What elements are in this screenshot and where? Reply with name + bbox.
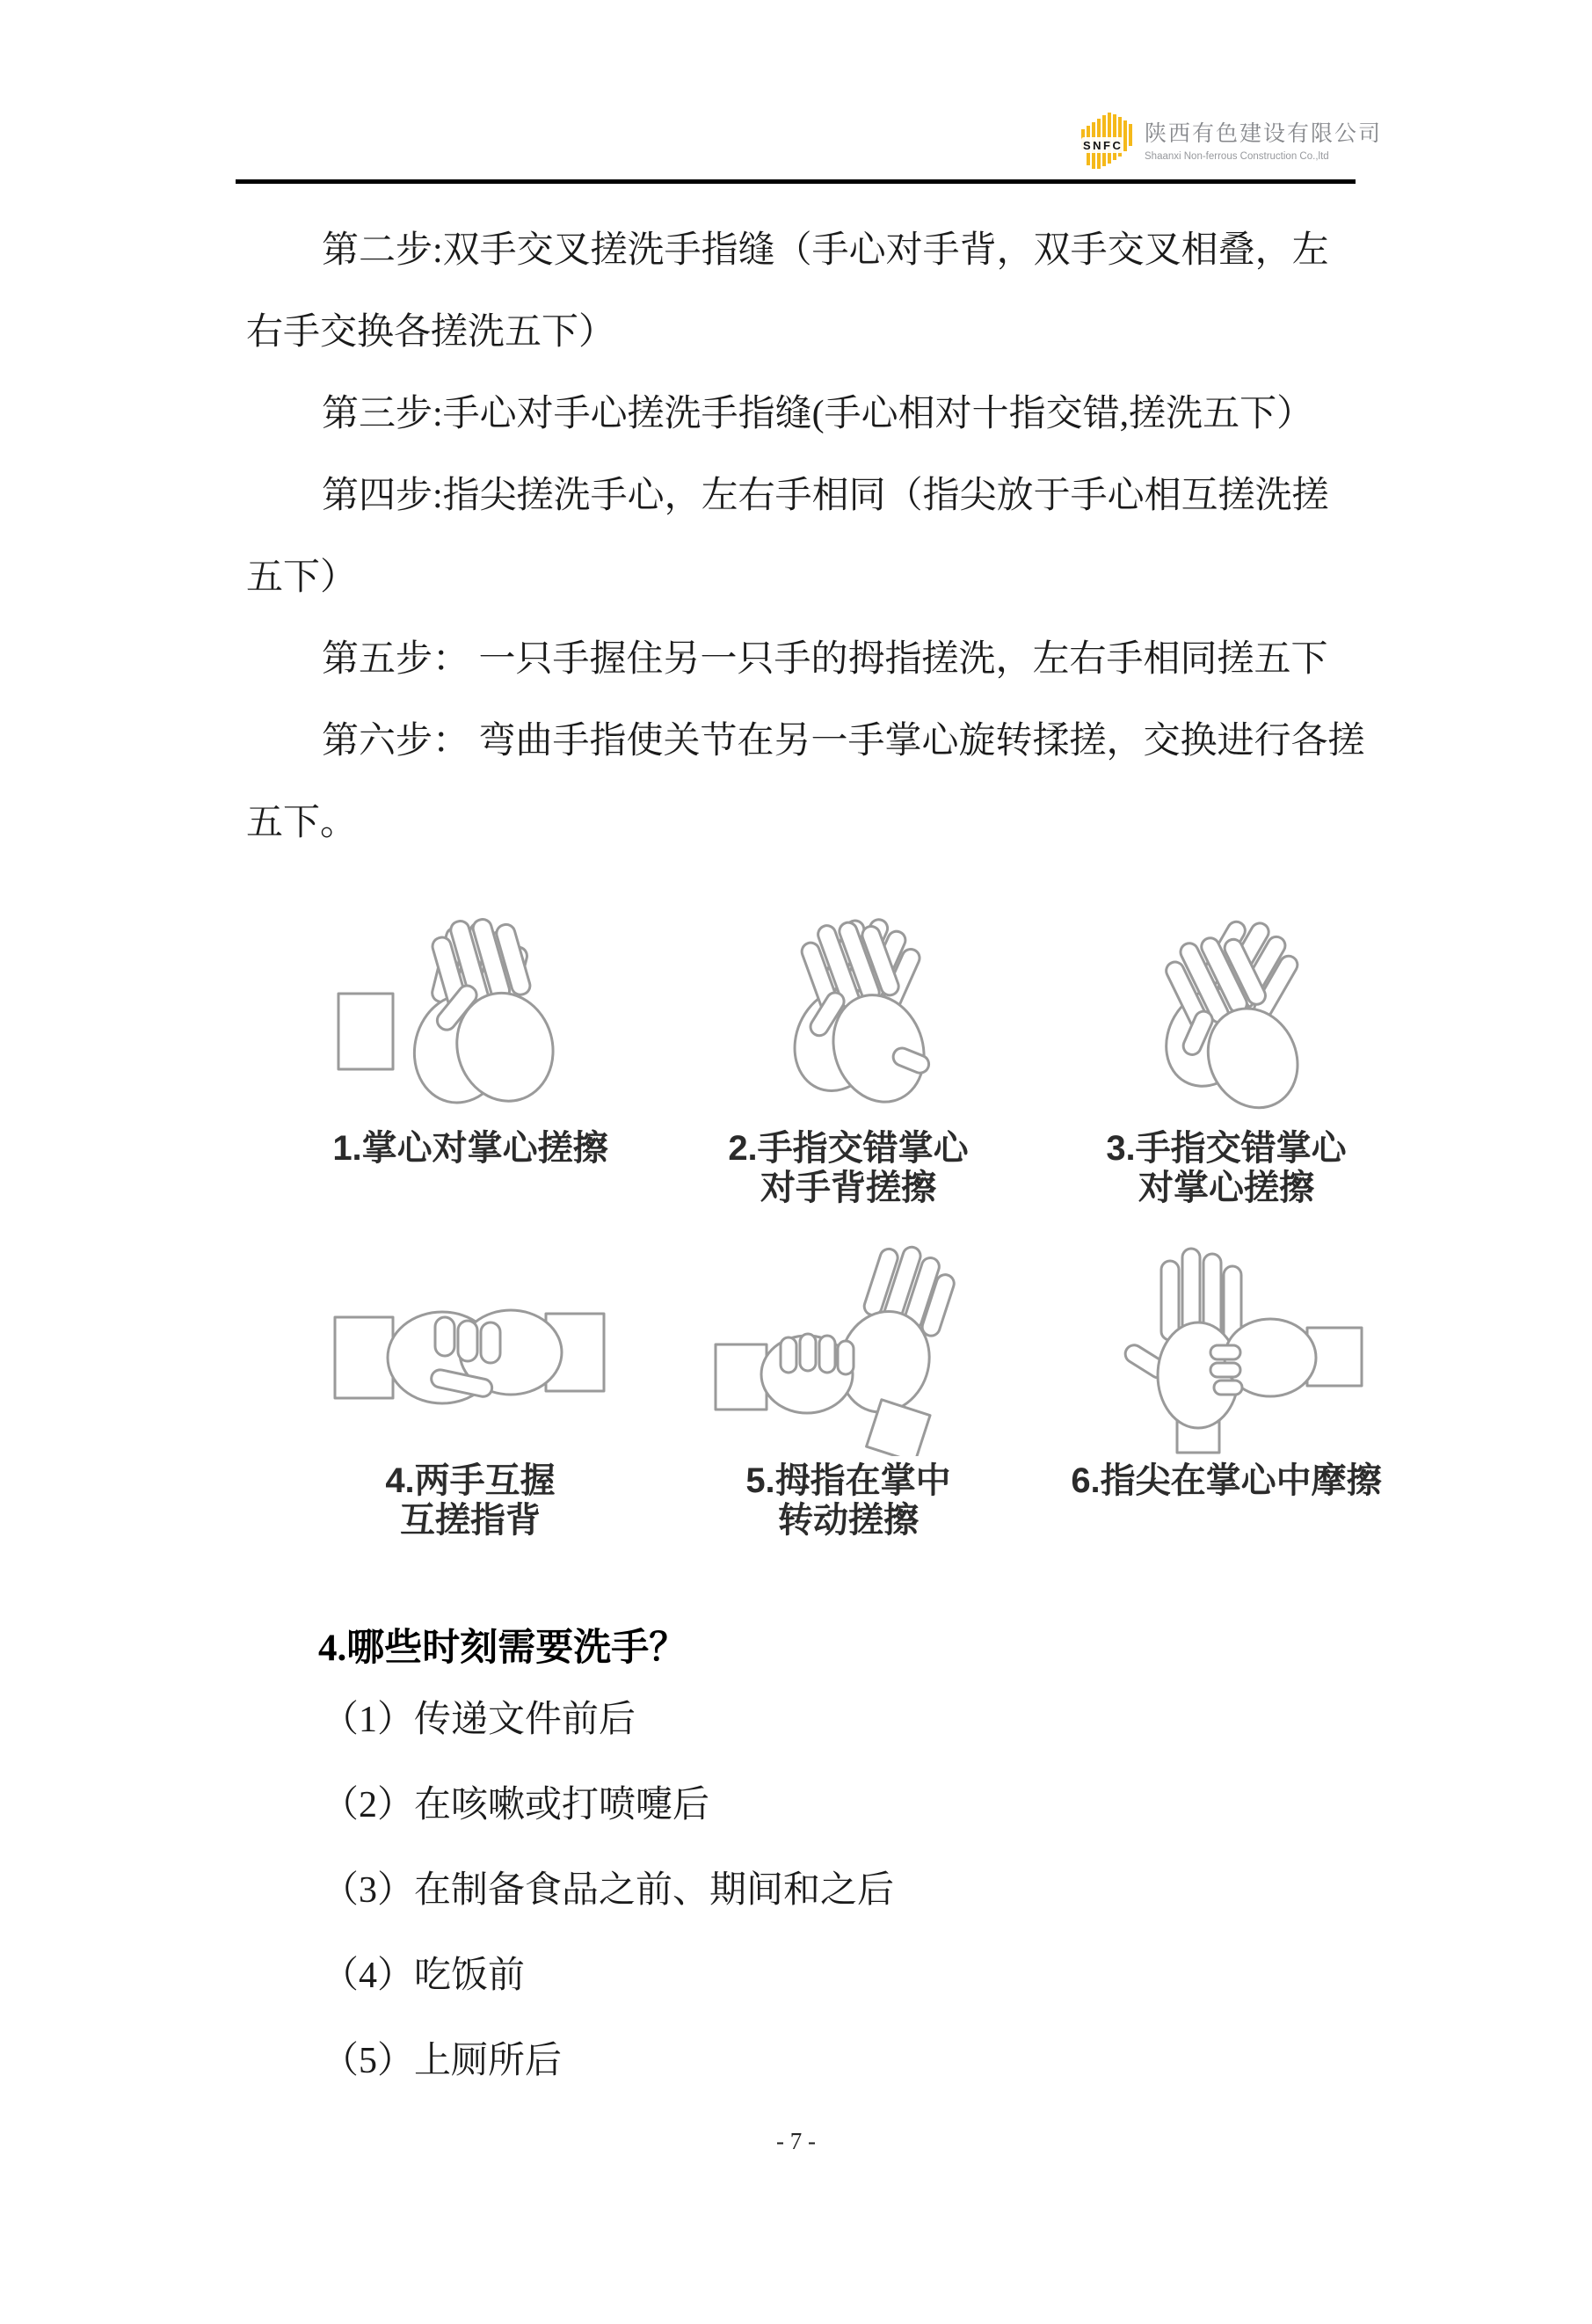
list-item: （2）在咳嗽或打喷嚏后 — [322, 1785, 710, 1825]
handwash-step-5-illustration — [712, 1235, 985, 1456]
figure-caption — [332, 1129, 607, 1169]
figure-caption-line: 1.掌心对掌心搓擦 — [332, 1129, 608, 1168]
when-to-wash-list — [322, 1678, 894, 2104]
body-text-line: 五下） — [246, 557, 358, 598]
handwash-step-4-illustration — [330, 1235, 611, 1456]
list-item: （4）吃饭前 — [322, 1956, 526, 1996]
svg-text:SNFC: SNFC — [1083, 139, 1123, 152]
body-text-line: 第六步： 弯曲手指使关节在另一手掌心旋转揉搓，交换进行各搓 — [322, 721, 1365, 761]
figure-caption — [385, 1461, 555, 1541]
figure-caption-line: 互搓指背 — [399, 1501, 541, 1540]
figure-caption-line: 对手背搓擦 — [760, 1169, 936, 1207]
list-item: （1）传递文件前后 — [322, 1700, 636, 1740]
handwash-step-2-illustration — [716, 879, 980, 1124]
figure-caption-line: 6.指尖在掌心中摩擦 — [1071, 1461, 1382, 1500]
handwash-step-3-illustration — [1094, 879, 1358, 1124]
body-text-line: 第五步： 一只手握住另一只手的拇指搓洗，左右手相同搓五下 — [322, 639, 1328, 680]
company-logo — [1081, 113, 1382, 172]
figure-caption — [1071, 1461, 1381, 1501]
figure-caption-line: 4.两手互握 — [385, 1461, 556, 1500]
handwash-step-2-figure — [659, 879, 1037, 1208]
figure-caption — [728, 1129, 968, 1208]
handwash-step-1-figure — [281, 879, 659, 1208]
handwash-figure-grid — [281, 879, 1415, 1541]
body-text-line: 第三步:手心对手心搓洗手指缝(手心相对十指交错,搓洗五下） — [322, 394, 1314, 434]
figure-caption-line: 对掌心搓擦 — [1138, 1169, 1314, 1207]
snfc-logo-icon — [1081, 113, 1134, 172]
body-text-line: 五下。 — [246, 803, 358, 843]
figure-caption-line: 2.手指交错掌心 — [728, 1129, 969, 1168]
handwash-step-1-illustration — [330, 879, 611, 1124]
figure-caption — [745, 1461, 950, 1541]
handwash-step-6-illustration — [1086, 1235, 1367, 1456]
figure-caption-line: 3.手指交错掌心 — [1106, 1129, 1347, 1168]
company-name-cn: 陕西有色建设有限公司 — [1145, 121, 1383, 146]
figure-caption — [1106, 1129, 1346, 1208]
body-text-line: 右手交换各搓洗五下） — [246, 312, 616, 353]
handwash-step-3-figure — [1037, 879, 1415, 1208]
handwash-step-6-figure — [1037, 1235, 1415, 1541]
figure-caption-line: 5.拇指在掌中 — [745, 1461, 951, 1500]
header-divider-line — [236, 179, 1356, 184]
body-text-line: 第四步:指尖搓洗手心，左右手相同（指尖放于手心相互搓洗搓 — [322, 476, 1329, 516]
list-item: （3）在制备食品之前、期间和之后 — [322, 1870, 895, 1911]
body-text-line: 第二步:双手交叉搓洗手指缝（手心对手背，双手交叉相叠，左 — [322, 230, 1329, 271]
body-text — [246, 210, 1365, 864]
figure-caption-line: 转动搓擦 — [777, 1501, 919, 1540]
company-name-block — [1145, 113, 1382, 162]
company-name-en: Shaanxi Non-ferrous Construction Co.,ltd — [1145, 151, 1329, 162]
section-heading: 4.哪些时刻需要洗手？ — [318, 1628, 687, 1669]
page-number: - 7 - — [776, 2128, 816, 2154]
handwash-step-5-figure — [659, 1235, 1037, 1541]
list-item: （5）上厕所后 — [322, 2041, 563, 2081]
handwash-step-4-figure — [281, 1235, 659, 1541]
